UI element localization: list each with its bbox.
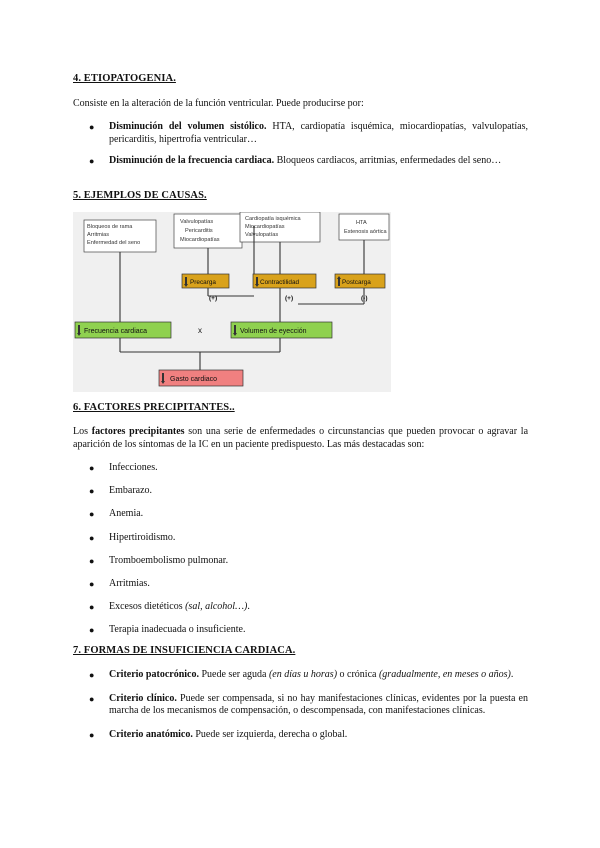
list-item: ● Disminución del volumen sistólico. HTA, cardiopatía isquémica, miocardiopatías, valvulopatías, pericarditis, hipertrofia ventricular… bbox=[89, 121, 528, 145]
section-6-list bbox=[73, 462, 528, 648]
cause-3-line-3: Valvulopatías bbox=[245, 232, 279, 238]
causes-diagram-svg bbox=[73, 212, 391, 392]
frecuencia-label: Frecuencia cardiaca bbox=[84, 328, 148, 335]
list-item: ● Criterio patocrónico. Puede ser aguda (en días u horas) o crónica (gradualmente, en meses o años). bbox=[89, 669, 514, 680]
bullet-icon: ● bbox=[89, 509, 95, 520]
precarga-label: Precarga bbox=[190, 279, 216, 286]
bullet-icon: ● bbox=[89, 693, 95, 704]
sign-postcarga: (-) bbox=[361, 295, 368, 302]
section-4-heading: 4. ETIOPATOGENIA. bbox=[73, 73, 176, 84]
contractilidad-label: Contractilidad bbox=[260, 279, 300, 286]
bullet-icon: ● bbox=[89, 463, 95, 473]
sign-contractilidad: (+) bbox=[285, 295, 294, 302]
causes-diagram bbox=[73, 212, 391, 392]
volumen-label: Volumen de eyección bbox=[240, 328, 307, 335]
list-item: ● Criterio anatómico. Puede ser izquierda, derecha o global. bbox=[89, 728, 348, 740]
list-item: ● Hipertiroidismo. bbox=[89, 531, 176, 543]
bullet-icon: ● bbox=[89, 555, 95, 566]
list-item: ● Terapia inadecuada o insuficiente. bbox=[89, 624, 246, 636]
cause-2-line-1: Valvulopatías bbox=[180, 219, 214, 225]
section-6-heading: 6. FACTORES PRECIPITANTES.. bbox=[73, 402, 235, 413]
section-7-heading: 7. FORMAS DE INSUFICIENCIA CARDIACA. bbox=[73, 645, 296, 656]
cause-box-4 bbox=[339, 214, 389, 240]
list-item: ● Embarazo. bbox=[89, 485, 153, 497]
cause-3-line-1: Cardiopatía isquémica bbox=[245, 216, 301, 222]
bullet-icon: ● bbox=[89, 486, 95, 497]
cause-3-line-2: Miocardiopatías bbox=[245, 224, 285, 230]
bullet-icon: ● bbox=[89, 602, 95, 613]
cause-2-line-3: Miocardiopatías bbox=[180, 237, 220, 243]
cause-2-line-2: Pericarditis bbox=[185, 228, 213, 234]
cause-1-line-2: Arritmias bbox=[87, 232, 110, 238]
postcarga-label: Postcarga bbox=[342, 279, 371, 286]
list-item: ● Criterio clínico. Puede ser compensada, si no hay manifestaciones clínicas, evidentes por la puesta en marcha de los mecanismos de compensación, o descompensada, con manifestaciones clínicas. bbox=[89, 692, 528, 716]
bullet-icon: ● bbox=[89, 122, 95, 132]
section-5-heading: 5. EJEMPLOS DE CAUSAS. bbox=[73, 190, 207, 201]
bullet-icon: ● bbox=[89, 578, 95, 589]
section-6-intro: Los factores precipitantes son una serie de enfermedades o circunstancias que pueden provocar o agravar la aparición de los síntomas de la IC en un paciente predispuesto. Las más destacadas son: bbox=[73, 426, 529, 450]
bullet-icon: ● bbox=[89, 625, 95, 636]
bullet-icon: ● bbox=[89, 670, 95, 680]
list-item: ● Disminución de la frecuencia cardiaca. Bloqueos cardiacos, arritmias, enfermedades del seno… bbox=[89, 155, 502, 166]
gasto-label: Gasto cardiaco bbox=[170, 376, 218, 383]
bullet-icon: ● bbox=[89, 156, 95, 166]
section-4-list bbox=[73, 121, 528, 168]
cause-1-line-3: Enfermedad del seno bbox=[87, 240, 141, 246]
bullet-icon: ● bbox=[89, 532, 95, 543]
list-item: ● Anemia. bbox=[89, 508, 144, 520]
cause-1-line-1: Bloqueos de rama bbox=[87, 224, 133, 230]
list-item: ● Infecciones. bbox=[89, 462, 158, 473]
section-4-intro: Consiste en la alteración de la función ventricular. Puede producirse por: bbox=[73, 98, 364, 109]
cause-4-line-1: HTA bbox=[356, 220, 367, 226]
section-7-list bbox=[73, 669, 528, 741]
list-item: ● Arritmias. bbox=[89, 577, 150, 589]
times-sign: x bbox=[198, 326, 202, 335]
list-item: ● Tromboembolismo pulmonar. bbox=[89, 554, 229, 566]
list-item: ● Excesos dietéticos (sal, alcohol…). bbox=[89, 601, 250, 613]
bullet-icon: ● bbox=[89, 729, 95, 740]
cause-4-line-2: Estenosis aórtica bbox=[344, 229, 387, 235]
sign-precarga: (+) bbox=[209, 295, 218, 302]
